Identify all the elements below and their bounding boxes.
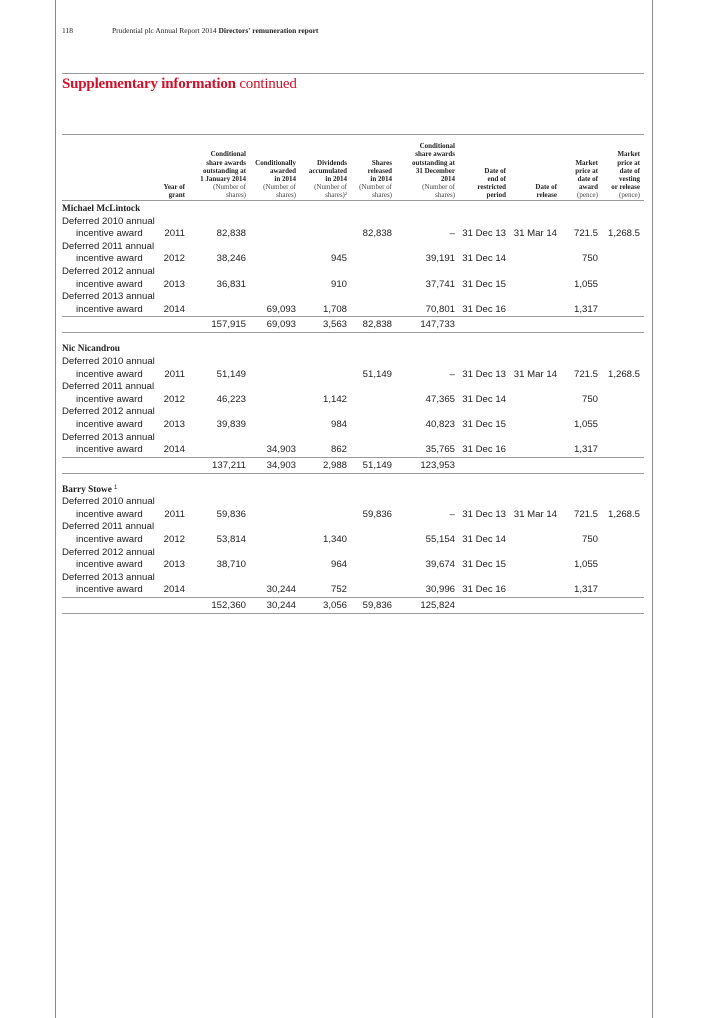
page-number: 118 — [62, 26, 73, 35]
award-label-row — [62, 216, 644, 229]
column-header-title-line: end of — [487, 174, 506, 183]
table-cell: 945 — [330, 253, 347, 265]
award-name: Deferred 2012 annual — [62, 406, 155, 418]
table-cell: 39,191 — [425, 253, 455, 265]
award-name: Deferred 2011 annual — [62, 381, 155, 393]
table-cell: 2011 — [164, 508, 185, 520]
director-name-row — [62, 484, 644, 497]
column-header-title-line: in 2014 — [370, 174, 392, 183]
award-name: Deferred 2012 annual — [62, 265, 155, 277]
column-header-unit-line: shares) — [276, 190, 296, 199]
table-cell: 2011 — [164, 228, 185, 240]
column-header-title-line: Conditional — [419, 142, 455, 151]
table-row — [62, 228, 644, 241]
table-cell: 53,814 — [216, 534, 246, 546]
column-header-title-line: Date of — [535, 182, 557, 191]
table-cell: 69,093 — [266, 319, 296, 331]
award-name: Deferred 2011 annual — [62, 521, 155, 533]
section-name: Directors' remuneration report — [218, 26, 319, 35]
table-cell: 31 Dec 16 — [462, 303, 506, 315]
table-cell: 46,223 — [216, 393, 246, 405]
award-name-cont: incentive award — [76, 368, 143, 380]
table-cell: 31 Mar 14 — [513, 228, 557, 240]
table-cell: 964 — [330, 559, 347, 571]
table-row — [62, 509, 644, 522]
table-cell: 69,093 — [266, 303, 296, 315]
award-name-cont: incentive award — [76, 559, 143, 571]
table-cell: 2013 — [163, 418, 185, 430]
table-cell: 750 — [581, 534, 598, 546]
award-name: Deferred 2012 annual — [62, 546, 155, 558]
table-cell: 2012 — [163, 253, 185, 265]
director-name-row — [62, 343, 644, 356]
award-name: Deferred 2010 annual — [62, 355, 155, 367]
publication-name: Prudential plc Annual Report 2014 — [112, 26, 217, 35]
column-header-title-line: Conditional — [210, 150, 246, 159]
table-cell: 51,149 — [216, 368, 246, 380]
table-row — [62, 559, 644, 572]
table-top-rule — [62, 134, 644, 135]
table-cell: 147,733 — [420, 319, 455, 331]
column-header-title-line: vesting — [619, 174, 640, 183]
table-cell: 34,903 — [266, 444, 296, 456]
column-header-title-line: accumulated — [308, 166, 347, 175]
column-header — [184, 139, 246, 199]
page-guide-left — [55, 0, 56, 1018]
table-row — [62, 304, 644, 317]
table-cell: 157,915 — [211, 319, 246, 331]
table-cell: 59,836 — [362, 508, 392, 520]
table-cell: 2012 — [163, 393, 185, 405]
table-row — [62, 534, 644, 547]
table-cell: 82,838 — [362, 228, 392, 240]
award-name-cont: incentive award — [76, 508, 143, 520]
column-header-title-line: Dividends — [317, 158, 347, 167]
table-cell: 2,988 — [322, 459, 347, 471]
award-name: Deferred 2013 annual — [62, 571, 155, 583]
table-cell: 752 — [330, 584, 347, 596]
table-cell: 1,268.5 — [607, 228, 640, 240]
table-cell: 40,823 — [425, 418, 455, 430]
table-cell: 125,824 — [420, 600, 455, 612]
table-cell: 31 Dec 14 — [462, 393, 506, 405]
page-header — [62, 26, 318, 35]
director-name: Michael McLintock — [62, 204, 141, 214]
table-cell: 59,836 — [362, 600, 392, 612]
column-header-title-line: grant — [168, 190, 185, 199]
director-name: Barry Stowe — [62, 484, 112, 495]
award-label-row — [62, 381, 644, 394]
table-cell: 47,365 — [425, 393, 455, 405]
group-divider — [62, 473, 644, 484]
award-label-row — [62, 547, 644, 560]
table-cell: 2011 — [164, 368, 185, 380]
award-label-row — [62, 572, 644, 585]
table-cell: 123,953 — [420, 459, 455, 471]
table-cell: 39,674 — [425, 559, 455, 571]
table-cell: 55,154 — [425, 534, 455, 546]
table-row — [62, 394, 644, 407]
table-cell: 39,839 — [216, 418, 246, 430]
award-label-row — [62, 521, 644, 534]
header-rule — [62, 73, 644, 74]
table-cell: 2013 — [163, 559, 185, 571]
table-cell: 3,563 — [322, 319, 347, 331]
column-header-title-line: restricted — [477, 182, 506, 191]
table-row — [62, 419, 644, 432]
column-header-title-line: share awards — [206, 158, 246, 167]
table-cell: 31 Dec 15 — [462, 559, 506, 571]
column-header-title-line: Date of — [484, 166, 506, 175]
award-name: Deferred 2013 annual — [62, 291, 155, 303]
column-header-title-line: date of — [577, 174, 598, 183]
table-cell: 1,055 — [573, 559, 598, 571]
total-row — [62, 457, 644, 473]
table-cell: 35,765 — [425, 444, 455, 456]
table-row — [62, 444, 644, 457]
table-cell: 2014 — [163, 303, 185, 315]
column-header-unit-line: (Number of — [314, 182, 347, 191]
director-name: Nic Nicandrou — [62, 344, 120, 355]
column-header-title-line: outstanding at — [203, 166, 246, 175]
table-cell: 1,055 — [573, 278, 598, 290]
table-cell: 750 — [581, 253, 598, 265]
page-guide-right — [652, 0, 653, 1018]
column-header-title-line: released — [367, 166, 392, 175]
table-cell: 1,708 — [322, 303, 347, 315]
column-header-title-line: price at — [617, 158, 640, 167]
table-cell: 31 Mar 14 — [513, 508, 557, 520]
column-header-title-line: release — [536, 190, 557, 199]
column-header-title-line: date of — [619, 166, 640, 175]
table-cell: – — [449, 508, 455, 520]
table-cell: – — [449, 368, 455, 380]
column-header — [509, 139, 557, 199]
award-name-cont: incentive award — [76, 228, 143, 240]
group-divider — [62, 332, 644, 343]
column-header-title-line: outstanding at — [412, 158, 455, 167]
award-name: Deferred 2011 annual — [62, 240, 155, 252]
table-cell: 82,838 — [216, 228, 246, 240]
table-cell: 30,996 — [425, 584, 455, 596]
column-header-title-line: 31 December — [415, 166, 455, 175]
table-cell: 1,317 — [573, 584, 598, 596]
table-cell: 1,268.5 — [607, 368, 640, 380]
footnote-marker: 1 — [114, 484, 118, 491]
column-header — [145, 139, 185, 199]
column-header-title-line: in 2014 — [325, 174, 347, 183]
column-header-title-line: in 2014 — [274, 174, 296, 183]
table-cell: 750 — [581, 393, 598, 405]
table-cell: 30,244 — [266, 600, 296, 612]
column-header-unit-line: shares) — [372, 190, 392, 199]
award-name-cont: incentive award — [76, 253, 143, 265]
table-cell: 37,741 — [425, 278, 455, 290]
table-cell: 31 Mar 14 — [513, 368, 557, 380]
column-header-title-line: Market — [575, 158, 598, 167]
table-cell: 31 Dec 16 — [462, 444, 506, 456]
column-header — [558, 139, 598, 199]
column-header-title-line: or release — [611, 182, 640, 191]
table-cell: 31 Dec 14 — [462, 534, 506, 546]
total-row — [62, 316, 644, 332]
column-header-title-line: share awards — [415, 150, 455, 159]
column-header — [244, 139, 296, 199]
award-name-cont: incentive award — [76, 584, 143, 596]
table-cell: 721.5 — [573, 368, 598, 380]
table-cell: 31 Dec 13 — [462, 228, 506, 240]
table-cell: 1,317 — [573, 444, 598, 456]
table-cell: 36,831 — [216, 278, 246, 290]
column-header — [344, 139, 392, 199]
column-header-title-line: price at — [575, 166, 598, 175]
table-cell: 984 — [330, 418, 347, 430]
table-cell: 38,710 — [216, 559, 246, 571]
table-row — [62, 584, 644, 597]
table-cell: 31 Dec 13 — [462, 508, 506, 520]
table-cell: 31 Dec 16 — [462, 584, 506, 596]
award-label-row — [62, 241, 644, 254]
page-title-bold: Supplementary information — [62, 76, 236, 92]
table-cell: 31 Dec 15 — [462, 278, 506, 290]
award-name-cont: incentive award — [76, 444, 143, 456]
award-label-row — [62, 291, 644, 304]
page-title — [62, 76, 297, 93]
table-cell: 1,340 — [322, 534, 347, 546]
table-row — [62, 253, 644, 266]
table-cell: 1,317 — [573, 303, 598, 315]
column-header-title-line: 1 January 2014 — [200, 174, 246, 183]
column-header-title-line: 2014 — [441, 174, 455, 183]
column-header-unit-line: shares)² — [325, 190, 347, 199]
table-cell: 38,246 — [216, 253, 246, 265]
table-cell: 1,268.5 — [607, 508, 640, 520]
award-name-cont: incentive award — [76, 393, 143, 405]
table-header-rule — [62, 200, 644, 201]
table-cell: 721.5 — [573, 228, 598, 240]
table-cell: 31 Dec 14 — [462, 253, 506, 265]
award-label-row — [62, 406, 644, 419]
table-cell: 2014 — [163, 584, 185, 596]
column-header-unit-line: shares) — [435, 190, 455, 199]
column-header-title-line: awarded — [269, 166, 296, 175]
award-label-row — [62, 432, 644, 445]
table-cell: 1,055 — [573, 418, 598, 430]
column-header-unit-line: (Number of — [213, 182, 246, 191]
table-cell: 862 — [330, 444, 347, 456]
table-cell: 31 Dec 13 — [462, 368, 506, 380]
column-header-title-line: Shares — [371, 158, 392, 167]
table-cell: 152,360 — [211, 600, 246, 612]
table-cell: 3,056 — [322, 600, 347, 612]
page-title-continued: continued — [235, 76, 297, 92]
column-header — [594, 139, 640, 199]
table-cell: – — [449, 228, 455, 240]
award-label-row — [62, 496, 644, 509]
column-header-unit-line: (Number of — [422, 182, 455, 191]
table-cell: 31 Dec 15 — [462, 418, 506, 430]
table-cell: 34,903 — [266, 459, 296, 471]
column-header-unit-line: (Number of — [359, 182, 392, 191]
column-header-title-line: Conditionally — [255, 158, 296, 167]
award-name-cont: incentive award — [76, 278, 143, 290]
column-header-title-line: Market — [617, 150, 640, 159]
table-row — [62, 369, 644, 382]
column-header-unit-line: (pence) — [619, 190, 640, 199]
table-cell: 910 — [330, 278, 347, 290]
column-header-title-line: award — [578, 182, 598, 191]
column-header-unit-line: shares) — [226, 190, 246, 199]
award-name-cont: incentive award — [76, 534, 143, 546]
table-row — [62, 279, 644, 292]
table-cell: 2013 — [163, 278, 185, 290]
table-cell: 137,211 — [212, 459, 246, 471]
table-cell: 1,142 — [322, 393, 347, 405]
table-cell: 51,149 — [362, 368, 392, 380]
award-name-cont: incentive award — [76, 418, 143, 430]
table-cell: 2012 — [163, 534, 185, 546]
table-cell: 82,838 — [362, 319, 392, 331]
award-label-row — [62, 356, 644, 369]
column-header-title-line: period — [486, 190, 506, 199]
table-cell: 59,836 — [216, 508, 246, 520]
award-table-body — [62, 203, 644, 616]
column-header-title-line: Year of — [163, 182, 185, 191]
column-header-unit-line: (pence) — [577, 190, 598, 199]
table-cell: 721.5 — [573, 508, 598, 520]
award-name: Deferred 2013 annual — [62, 431, 155, 443]
total-row — [62, 597, 644, 613]
award-name: Deferred 2010 annual — [62, 496, 155, 508]
column-header — [291, 139, 347, 199]
director-name-row — [62, 203, 644, 216]
table-cell: 70,801 — [425, 303, 455, 315]
column-header — [456, 139, 506, 199]
column-header — [395, 139, 455, 199]
table-cell: 30,244 — [266, 584, 296, 596]
table-cell: 51,149 — [362, 459, 392, 471]
table-cell: 2014 — [163, 444, 185, 456]
award-name-cont: incentive award — [76, 303, 143, 315]
column-header-unit-line: (Number of — [263, 182, 296, 191]
award-name: Deferred 2010 annual — [62, 215, 155, 227]
award-label-row — [62, 266, 644, 279]
group-divider — [62, 613, 644, 616]
